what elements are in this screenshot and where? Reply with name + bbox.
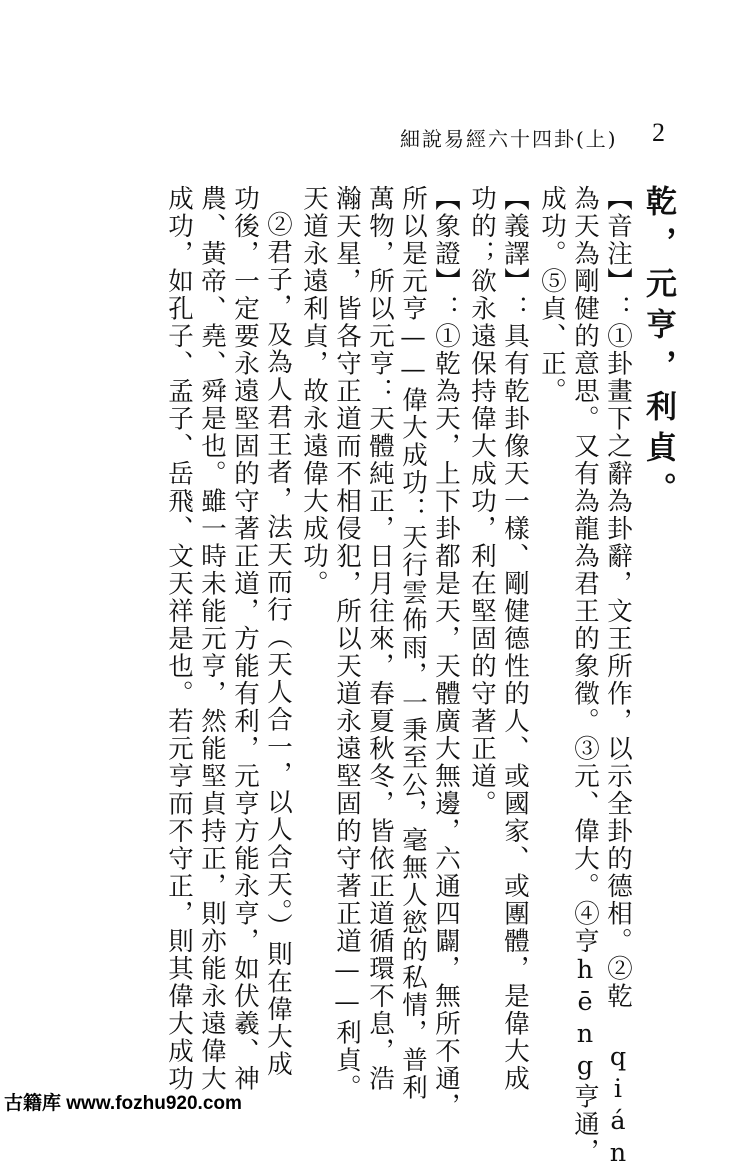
text-column: 功的；欲永遠保持偉大成功，利在堅固的守著正道。 [467, 185, 497, 818]
text-column: 成功，如孔子、孟子、岳飛、文天祥是也。若元亨而不守正，則其偉大成功 [164, 185, 194, 1093]
text-column: 瀚天星，皆各守正道而不相侵犯，所以天道永遠堅固的守著正道——利貞。 [332, 185, 362, 1102]
hexagram-title: 乾，元亨，利貞。 [640, 185, 676, 513]
text-column: 功後，一定要永遠堅固的守著正道，方能有利，元亨方能永亨，如伏羲、神 [230, 185, 260, 1093]
text-column: ②君子，及為人君王者，法天而行（天人合一，以人合天。）則在偉大成 [263, 211, 293, 1079]
text-column: 【象證】：①乾為天，上下卦都是天，天體廣大無邊，六通四闢，無所不通， [431, 185, 461, 1120]
site-watermark: 古籍库 www.fozhu920.com [4, 1093, 242, 1114]
text-column: 所以是元亨——偉大成功：天行雲佈雨，一秉至公，毫無人慾的私情，普利 [398, 185, 428, 1102]
running-title: 細說易經六十四卦(上) [400, 127, 618, 151]
text-column: 農、黃帝、堯、舜是也。雖一時未能元亨，然能堅貞持正，則亦能永遠偉大 [197, 185, 227, 1093]
text-column: 為天為剛健的意思。又有為龍為君王的象徵。③元、偉大。④亨hēng亨通， [570, 185, 600, 1166]
text-column: 天道永遠利貞，故永遠偉大成功。 [299, 185, 329, 598]
text-column: 【音注】：①卦畫下之辭為卦辭，文王所作，以示全卦的德相。②乾 qián [603, 185, 633, 1170]
text-column: 成功。⑤貞、正。 [537, 185, 567, 405]
page-number: 2 [652, 118, 665, 147]
text-column: 萬物，所以元亨：天體純正，日月往來，春夏秋冬，皆依正道循環不息，浩 [365, 185, 395, 1093]
text-column: 【義譯】：具有乾卦像天一樣、剛健德性的人、或國家、或團體，是偉大成 [500, 185, 530, 1093]
